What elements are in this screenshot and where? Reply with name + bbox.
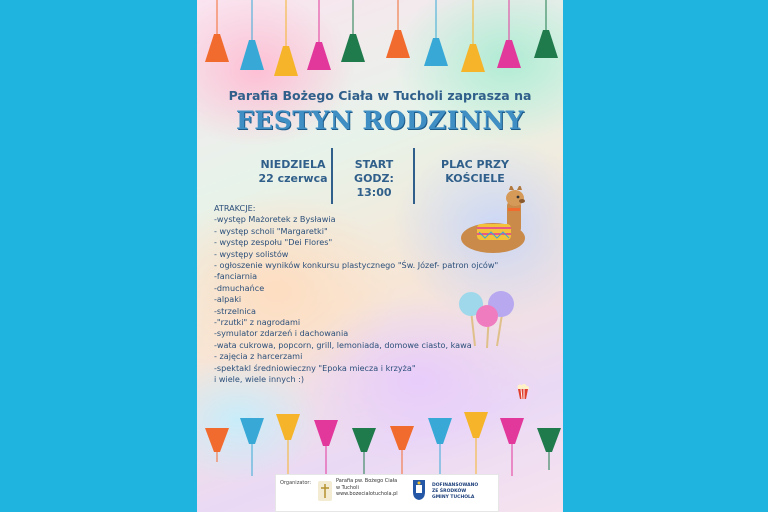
tassel-icon xyxy=(349,426,379,476)
tassel-icon xyxy=(311,418,341,476)
tassel-icon xyxy=(383,0,413,62)
place-line-1: PLAC PRZY xyxy=(441,158,509,171)
tassel-icon xyxy=(421,0,451,70)
list-item: - występ zespołu "Dei Flores" xyxy=(214,237,333,248)
tassel-icon xyxy=(237,0,267,74)
list-item: - występ scholi "Margaretki" xyxy=(214,225,328,236)
tassel-icon xyxy=(338,0,368,66)
funding-line-3: GMINY TUCHOLA xyxy=(432,495,475,500)
organizer-label: Organizator: xyxy=(280,480,312,486)
poster-footer xyxy=(275,474,499,512)
cotton-candy-icon xyxy=(457,288,521,356)
organizer-info xyxy=(336,478,406,498)
tassel-icon xyxy=(271,0,301,80)
event-date-text: 22 czerwca xyxy=(258,172,328,185)
parish-logo-icon xyxy=(318,481,332,505)
list-item: - występy solistów xyxy=(214,248,289,259)
tassel-icon xyxy=(458,0,488,76)
attractions-heading: ATRAKCJE: xyxy=(214,203,256,213)
tassel-icon xyxy=(497,416,527,476)
list-item: -dmuchańce xyxy=(214,282,265,293)
list-item: -wata cukrowa, popcorn, grill, lemoniada, domowe ciasto, kawa xyxy=(214,339,472,350)
tassel-icon xyxy=(531,0,561,62)
poster-title: FESTYN RODZINNY xyxy=(235,106,525,135)
start-hour-label: GODZ: xyxy=(354,172,394,185)
tassel-icon xyxy=(202,0,232,66)
funding-info xyxy=(432,483,492,501)
organizer-line-2: w Tucholi xyxy=(336,484,359,491)
funding-line-1: DOFINANSOWANO xyxy=(432,483,479,488)
funding-line-2: ZE ŚRODKÓW xyxy=(432,489,467,494)
tassel-icon xyxy=(534,426,563,470)
list-item: -fanciarnia xyxy=(214,271,258,282)
tassel-icon xyxy=(202,426,232,462)
info-divider xyxy=(331,148,333,204)
list-item: i wiele, wiele innych :) xyxy=(214,374,305,385)
event-place xyxy=(415,158,535,186)
tassel-icon xyxy=(387,424,417,474)
tassel-icon xyxy=(494,0,524,72)
tassel-icon xyxy=(461,410,491,474)
start-time: 13:00 xyxy=(356,186,392,199)
list-item: -występ Mażoretek z Bysławia xyxy=(214,214,336,225)
tassel-icon xyxy=(237,416,267,476)
list-item: -alpaki xyxy=(214,294,242,305)
organizer-line-1: Parafia pw. Bożego Ciała xyxy=(336,478,398,484)
event-date xyxy=(245,158,341,186)
tassel-icon xyxy=(273,412,303,476)
list-item: -strzelnica xyxy=(214,305,256,316)
event-start xyxy=(341,158,407,200)
list-item: - zajęcia z harcerzami xyxy=(214,351,303,362)
place-line-2: KOŚCIELE xyxy=(445,172,505,185)
event-poster xyxy=(197,0,563,512)
alpaca-icon xyxy=(459,186,533,260)
list-item: - ogłoszenie wyników konkursu plastycznego "Św. Józef- patron ojców" xyxy=(214,260,499,271)
list-item: -"rzutki" z nagrodami xyxy=(214,317,301,328)
tassel-icon xyxy=(425,416,455,474)
start-label: START xyxy=(354,158,394,171)
list-item: -symulator zdarzeń i dachowania xyxy=(214,328,349,339)
invitation-line: Parafia Bożego Ciała w Tucholi zaprasza na xyxy=(228,88,532,103)
tassel-icon xyxy=(304,0,334,74)
popcorn-icon xyxy=(517,384,529,404)
list-item: -spektakl średniowieczny "Epoka miecza i krzyża" xyxy=(214,362,416,373)
organizer-website: www.bozecialotuchola.pl xyxy=(336,491,398,497)
event-day: NIEDZIELA xyxy=(260,158,326,171)
tuchola-crest-icon xyxy=(412,479,426,505)
